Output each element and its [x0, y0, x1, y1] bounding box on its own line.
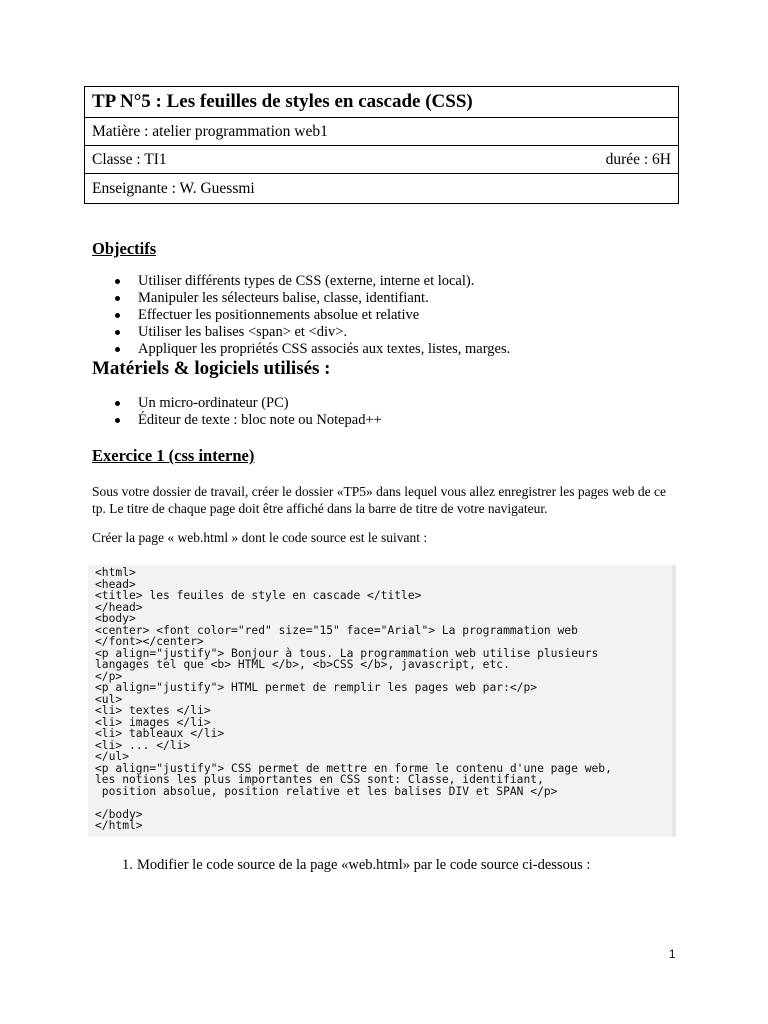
page-title: TP N°5 : Les feuilles de styles en cascade (CSS): [92, 91, 473, 112]
list-item: Utiliser les balises <span> et <div>.: [92, 324, 510, 341]
code-source: <html> <head> <title> les feuiles de style en cascade </title> </head> <body> <center> <font color="red" size="15" face="Arial"> La programmation web </font></center> <p align="justify"> Bonjour à tous. La programmation web utilise plusieurs langages tel que <b> HTML </b>, <b>CSS </b>, javascript, etc. </p> <p align="justify"> HTML permet de remplir les pages web par:</p> <ul> <li> textes </li> <li> images </li> <li> tableaux </li> <li> ... </li> </ul> <p align="justify"> CSS permet de mettre en forme le contenu d'une page web, les notions les plus importantes en CSS sont: Classe, identifiant, position absolue, position relative et les balises DIV et SPAN </p> </body> </html>: [95, 566, 612, 832]
code-block: [88, 565, 676, 837]
objectifs-heading: Objectifs: [92, 239, 157, 258]
list-item: Appliquer les propriétés CSS associés aux textes, listes, marges.: [92, 341, 510, 358]
header-table: [84, 86, 679, 204]
step-number: 1.: [122, 857, 133, 873]
objectifs-list: [92, 273, 510, 358]
exercice1-paragraph: Sous votre dossier de travail, créer le dossier «TP5» dans lequel vous allez enregistrer les pages web de ce tp. Le titre de chaque page doit être affiché dans la barre de titre de votre navigateur.: [92, 484, 666, 516]
materiels-heading: Matériels & logiciels utilisés :: [92, 358, 331, 379]
header-classe-row: [85, 146, 678, 174]
header-matiere-row: [85, 118, 678, 146]
header-title-row: [85, 87, 678, 118]
list-item: Effectuer les positionnements absolue et relative: [92, 307, 510, 324]
numbered-step: [122, 857, 590, 874]
classe-text: Classe : TI1: [92, 150, 167, 168]
list-item: Utiliser différents types de CSS (externe, interne et local).: [92, 273, 510, 290]
enseignante-text: Enseignante : W. Guessmi: [92, 179, 255, 197]
page-number: 1: [669, 949, 676, 961]
exercice1-heading: Exercice 1 (css interne): [92, 446, 255, 465]
matiere-text: Matière : atelier programmation web1: [92, 122, 328, 140]
duree-text: durée : 6H: [605, 150, 671, 168]
list-item: Éditeur de texte : bloc note ou Notepad++: [92, 412, 382, 429]
header-enseignante-row: [85, 174, 678, 203]
step-text: Modifier le code source de la page «web.html» par le code source ci-dessous :: [137, 857, 591, 873]
list-item: Un micro-ordinateur (PC): [92, 395, 382, 412]
list-item: Manipuler les sélecteurs balise, classe, identifiant.: [92, 290, 510, 307]
exercice1-instruction: Créer la page « web.html » dont le code source est le suivant :: [92, 530, 428, 545]
materiels-list: [92, 395, 382, 429]
